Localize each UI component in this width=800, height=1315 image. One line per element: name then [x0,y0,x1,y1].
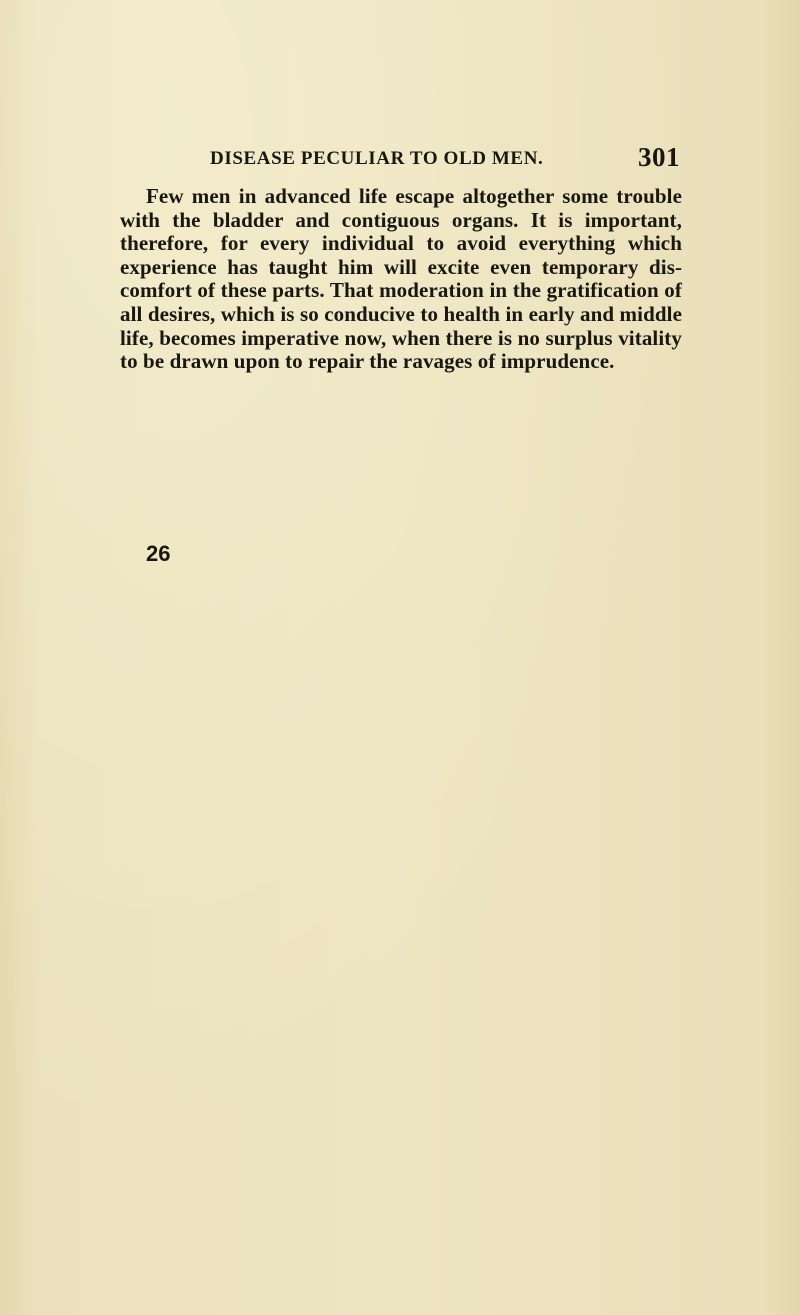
running-head [210,142,680,174]
page-number: 301 [638,142,680,172]
running-head-title: DISEASE PECULIAR TO OLD MEN. [210,148,544,169]
signature-mark: 26 [146,541,171,566]
body-paragraph: Few men in advanced life escape altogether some trouble with the bladder and contiguous organs. It is important, therefore, for every individual to avoid everything which experience has taught him will excite even temporary discomfort of these parts. That moderation in the gratification of all desires, which is so conducive to health in early and middle life, becomes imperative now, when there is no surplus vitality to be drawn upon to repair the ravages of imprudence. [120,184,682,374]
